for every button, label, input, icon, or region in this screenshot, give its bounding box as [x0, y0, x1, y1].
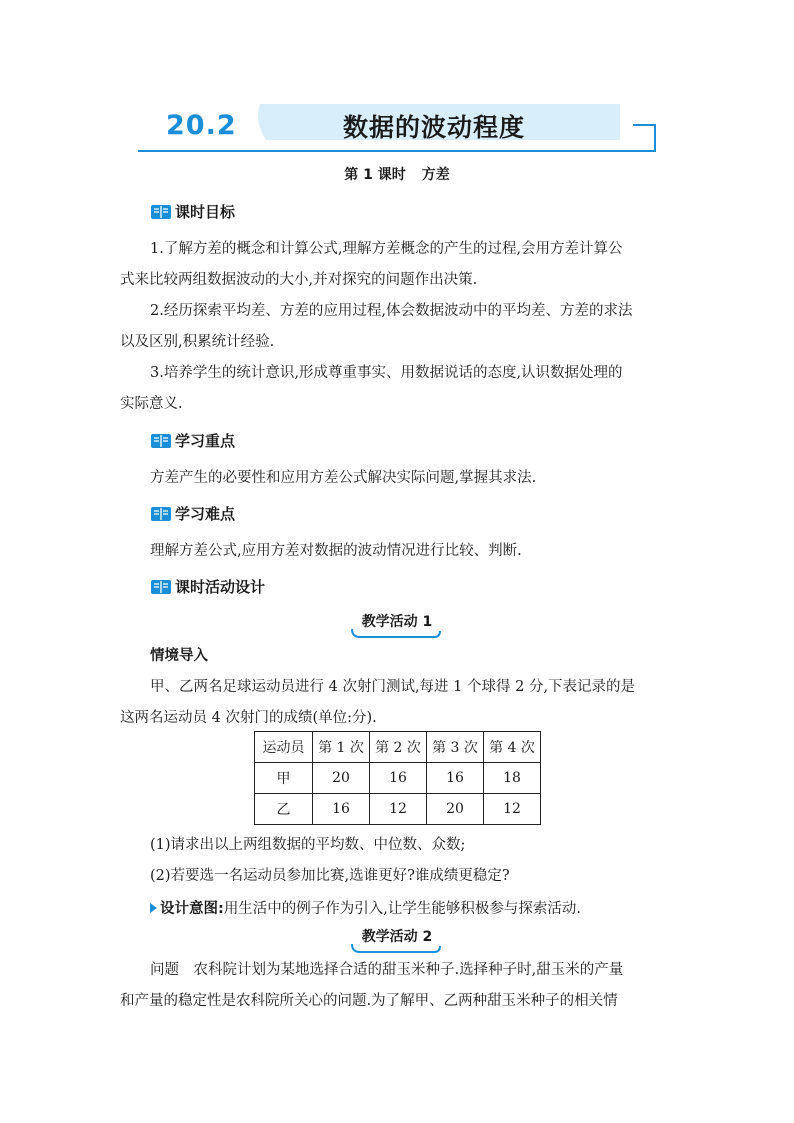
activity-underline — [350, 627, 442, 639]
activity-2-label — [0, 926, 794, 946]
activity-underline — [350, 942, 442, 954]
table-header: 第 3 次 — [427, 732, 484, 763]
lesson-label: 第 1 课时 — [344, 167, 406, 183]
book-icon — [150, 432, 172, 450]
section-title: 数据的波动程度 — [343, 113, 526, 142]
table-header: 运动员 — [255, 732, 313, 763]
objective-2-line-1: 2.经历探索平均差、方差的应用过程,体会数据波动中的平均差、方差的求法 — [150, 303, 633, 319]
design-intent — [150, 897, 581, 918]
key-point-heading — [150, 430, 235, 451]
activity-2-line-2: 和产量的稳定性是农科院所关心的问题.为了解甲、乙两种甜玉米种子的相关情 — [120, 993, 618, 1009]
difficulty-heading-text: 学习难点 — [175, 505, 236, 523]
table-cell: 20 — [313, 763, 370, 794]
activity-design-heading — [150, 576, 265, 597]
activity-1-label-text: 教学活动 1 — [361, 614, 433, 630]
book-icon — [150, 505, 172, 523]
table-cell: 甲 — [255, 763, 313, 794]
table-header: 第 1 次 — [313, 732, 370, 763]
table-header: 第 2 次 — [370, 732, 427, 763]
question-1: (1)请求出以上两组数据的平均数、中位数、众数; — [150, 837, 466, 853]
table-cell: 乙 — [255, 794, 313, 825]
activity-1-intro-line-2: 这两名运动员 4 次射门的成绩(单位:分). — [120, 710, 377, 726]
lesson-title — [0, 164, 794, 184]
activity-1-intro-line-1: 甲、乙两名足球运动员进行 4 次射门测试,每进 1 个球得 2 分,下表记录的是 — [150, 679, 636, 695]
table-cell: 16 — [313, 794, 370, 825]
design-intent-text: 用生活中的例子作为引入,让学生能够积极参与探索活动. — [223, 901, 582, 917]
activity-2-line-1: 问题 农科院计划为某地选择合适的甜玉米种子.选择种子时,甜玉米的产量 — [150, 962, 624, 978]
key-point-text: 方差产生的必要性和应用方差公式解决实际问题,掌握其求法. — [150, 470, 537, 486]
objectives-heading — [150, 201, 235, 222]
design-intent-label: 设计意图: — [160, 901, 224, 917]
book-icon — [150, 578, 172, 596]
objective-1-line-2: 式来比较两组数据波动的大小,并对探究的问题作出决策. — [120, 272, 478, 288]
triangle-marker-icon — [150, 903, 157, 913]
activity-2-label-text: 教学活动 2 — [361, 929, 433, 945]
lesson-topic: 方差 — [421, 167, 450, 183]
table-cell: 12 — [484, 794, 541, 825]
objective-2-line-2: 以及区别,积累统计经验. — [120, 334, 275, 350]
table-row — [255, 794, 541, 825]
activity-design-heading-text: 课时活动设计 — [175, 578, 266, 596]
objective-1-line-1: 1.了解方差的概念和计算公式,理解方差概念的产生的过程,会用方差计算公 — [150, 241, 623, 257]
scenario-subheading: 情境导入 — [150, 648, 208, 664]
section-number: 20.2 — [166, 110, 237, 141]
objectives-heading-text: 课时目标 — [175, 203, 236, 221]
difficulty-text: 理解方差公式,应用方差对数据的波动情况进行比较、判断. — [150, 543, 522, 559]
table-cell: 12 — [370, 794, 427, 825]
table-cell: 16 — [370, 763, 427, 794]
table-cell: 20 — [427, 794, 484, 825]
section-banner — [138, 100, 658, 154]
key-point-heading-text: 学习重点 — [175, 432, 236, 450]
table-row — [255, 763, 541, 794]
activity-1-label — [0, 611, 794, 631]
table-header: 第 4 次 — [484, 732, 541, 763]
table-cell: 18 — [484, 763, 541, 794]
book-icon — [150, 203, 172, 221]
scores-table — [254, 731, 541, 825]
objective-3-line-1: 3.培养学生的统计意识,形成尊重事实、用数据说话的态度,认识数据处理的 — [150, 365, 623, 381]
objective-3-line-2: 实际意义. — [120, 396, 183, 412]
question-2: (2)若要选一名运动员参加比赛,选谁更好?谁成绩更稳定? — [150, 868, 510, 884]
difficulty-heading — [150, 503, 235, 524]
table-header-row — [255, 732, 541, 763]
table-cell: 16 — [427, 763, 484, 794]
